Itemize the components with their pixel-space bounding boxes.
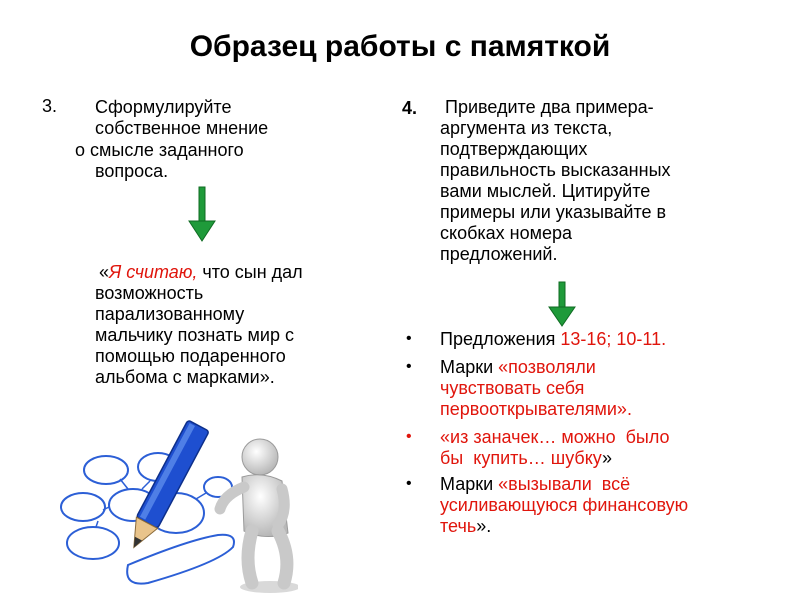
bullet3-red-line2: бы купить… шубку [440, 448, 602, 468]
answer-rest: что сын дал [197, 262, 303, 282]
answer-line1 [95, 262, 385, 283]
bullet-item-4 [440, 474, 780, 537]
bullet-icon: • [406, 358, 412, 375]
answer-line2: возможность [95, 283, 204, 303]
step4-instruction [440, 97, 780, 265]
bullet4-red-line1: «вызывали всё [498, 474, 631, 494]
bullet4-text: Марки [440, 474, 499, 494]
bullet-item-2 [440, 357, 780, 420]
bullet2-red-line3: первооткрывателями». [440, 399, 632, 419]
bullet-item-1 [440, 329, 666, 350]
bullet4-red-line3: течь [440, 516, 477, 536]
step3-instruction-line2: собственное мнение [95, 118, 269, 138]
bullet3-line2 [440, 448, 780, 469]
bullet4-red-line2: усиливающуюся финансовую [440, 495, 689, 515]
bullet4-close-quote: ». [476, 516, 492, 536]
bullet1-red-text: 13-16; 10-11. [560, 329, 667, 349]
answer-line5: помощью подаренного [95, 346, 286, 366]
bullet-icon: • [406, 475, 412, 492]
step4-line6: примеры или указывайте в [440, 202, 667, 222]
answer-open-quote: « [99, 262, 110, 282]
bullet-icon: • [406, 428, 412, 445]
answer-line6: альбома с марками». [95, 367, 275, 387]
answer-line3: парализованному [95, 304, 245, 324]
bullet3-close-quote: » [601, 448, 612, 468]
bullet-icon: • [406, 330, 412, 347]
step4-line2: аргумента из текста, [440, 118, 613, 138]
step-number-3: 3. [42, 96, 58, 116]
step3-instruction-line4: вопроса. [95, 161, 169, 181]
step-number-4: 4. [402, 98, 418, 118]
answer-emphasis: Я считаю, [109, 262, 198, 282]
down-arrow-icon-right [547, 280, 577, 330]
step4-line1: Приведите два примера- [440, 97, 654, 117]
step4-line4: правильность высказанных [440, 160, 671, 180]
bullet2-red-line2: чувствовать себя [440, 378, 585, 398]
bullet2-line1 [440, 357, 780, 378]
step4-line8: предложений. [440, 244, 558, 264]
answer-line4: мальчику познать мир с [95, 325, 295, 345]
slide-title: Образец работы с памяткой [189, 30, 611, 63]
bullet3-red-line1: «из заначек… можно было [440, 427, 670, 447]
bullet2-red-line1: «позволяли [498, 357, 596, 377]
bullet4-line1 [440, 474, 780, 495]
bullet-item-3 [440, 427, 780, 469]
step4-line3: подтверждающих [440, 139, 588, 159]
step4-line5: вами мыслей. Цитируйте [440, 181, 651, 201]
bullet4-line3 [440, 516, 780, 537]
down-arrow-icon-left [187, 185, 217, 245]
bullet1-text: Предложения [440, 329, 561, 349]
bullet2-text: Марки [440, 357, 499, 377]
step3-answer [95, 262, 385, 388]
step3-instruction-line1: Сформулируйте [95, 97, 232, 117]
figure-drawing-mindmap-illustration [38, 415, 298, 600]
step4-line7: скобках номера [440, 223, 573, 243]
step3-instruction-line3: о смысле заданного [75, 140, 244, 160]
